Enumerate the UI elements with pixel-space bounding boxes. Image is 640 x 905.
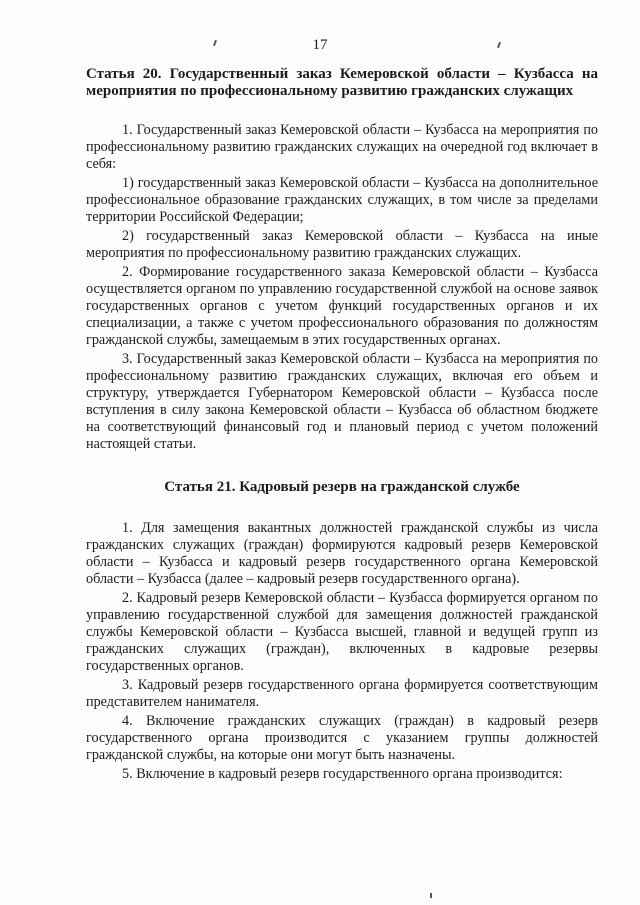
document-body [86,66,598,783]
article-21-paragraph: 4. Включение гражданских служащих (граждан) в кадровый резерв государственного органа производится с указанием группы должностей гражданской службы, на которые они могут быть назначены. [86,713,598,763]
article-20-heading: Статья 20. Государственный заказ Кемеровской области – Кузбасса на мероприятия по профессиональному развитию гражданских служащих [86,66,598,99]
article-21-paragraph: 5. Включение в кадровый резерв государственного органа производится: [122,766,563,782]
article-20-paragraph: 1) государственный заказ Кемеровской области – Кузбасса на дополнительное профессиональное образование гражданских служащих, в том числе за пределами территории Российской Федерации; [86,175,598,225]
article-21-paragraph: 2. Кадровый резерв Кемеровской области – Кузбасса формируется органом по управлению государственной службой для замещения должностей гражданской службы Кемеровской области – Кузбасса высшей, главной и ведущей групп из гражданских служащих (граждан), включенных в кадровые резервы государственных органов. [86,590,598,674]
article-20-paragraph: 3. Государственный заказ Кемеровской области – Кузбасса на мероприятия по профессиональному развитию гражданских служащих, включая его объем и структуру, утверждается Губернатором Кемеровской области – Кузбасса после вступления в силу закона Кемеровской области – Кузбасса об областном бюджете на соответствующий финансовый год и плановый период с учетом положений настоящей статьи. [86,351,598,452]
article-20-paragraph: 1. Государственный заказ Кемеровской области – Кузбасса на мероприятия по профессиональному развитию гражданских служащих на очередной год включает в себя: [86,122,598,172]
article-20-paragraph: 2) государственный заказ Кемеровской области – Кузбасса на иные мероприятия по профессиональному развитию гражданских служащих. [86,228,598,261]
article-21-paragraph: 3. Кадровый резерв государственного органа формируется соответствующим представителем нанимателя. [86,677,598,710]
article-21-heading: Статья 21. Кадровый резерв на гражданской службе [164,479,520,495]
page-number: 17 [312,37,328,53]
article-20-paragraph: 2. Формирование государственного заказа Кемеровской области – Кузбасса осуществляется органом по управлению государственной службой на основе заявок государственных органов с учетом функций государственных органов и их специализации, а также с учетом профессионального образования по должностям гражданской службы, замещаемым в этих государственных органах. [86,264,598,348]
scan-speck [430,893,432,898]
article-21-paragraph: 1. Для замещения вакантных должностей гражданской службы из числа гражданских служащих (граждан) формируются кадровый резерв Кемеровской области – Кузбасса и кадровый резерв государственного органа Кемеровской области – Кузбасса (далее – кадровый резерв государственного органа). [86,520,598,587]
